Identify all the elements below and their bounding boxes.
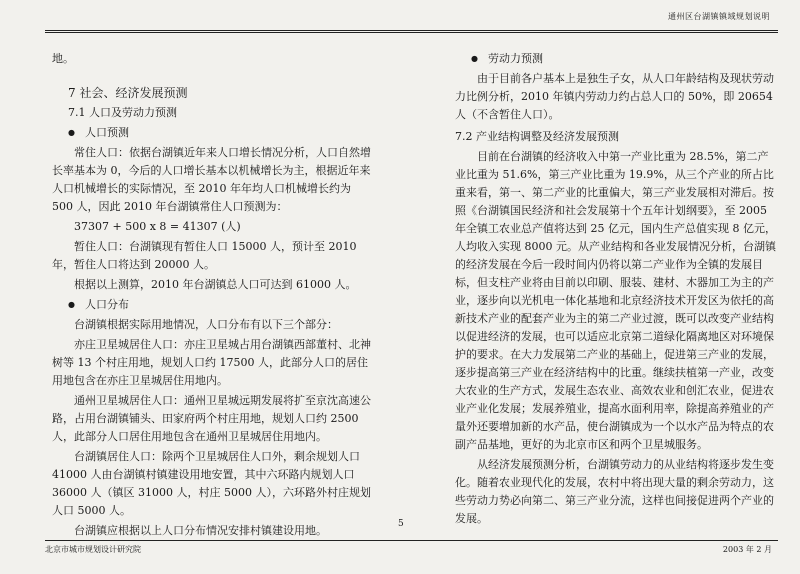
paragraph: 常住人口：依据台湖镇近年来人口增长情况分析，人口自然增长率基本为 0，今后的人口增长基本以机械增长为主，根据近年来人口机械增长的实际情况，至 2010 年年均人口机械增长约为 500 人，因此 2010 年台湖镇常住人口预测为： [52, 146, 371, 213]
section-heading: 7 社会、经济发展预测 [68, 86, 188, 100]
paragraph: 亦庄卫星城居住人口：亦庄卫星城占用台湖镇西部董村、北神树等 13 个村庄用地，规划人口约 17500 人，此部分人口的居住用地包含在亦庄卫星城居住用地内。 [52, 338, 371, 387]
subsection-heading: 7.2 产业结构调整及经济发展预测 [455, 130, 619, 143]
paragraph: 暂住人口：台湖镇现有暂住人口 15000 人，预计至 2010 年，暂住人口将达到 20000 人。 [52, 240, 357, 271]
paragraph: 台湖镇居住人口：除两个卫星城居住人口外，剩余规划人口 41000 人由台湖镇村镇建设用地安置，其中六环路内规划人口 36000 人（镇区 31000 人，村庄 5000 人），六环路外村庄规划人口 5000 人。 [52, 450, 371, 517]
header-rule-secondary [45, 32, 778, 33]
header-title: 通州区台湖镇镇域规划说明 [668, 12, 770, 21]
subsection-heading: 7.1 人口及劳动力预测 [68, 106, 177, 119]
paragraph: 通州卫星城居住人口：通州卫星城远期发展将扩至京沈高速公路，占用台湖镇铺头、田家府两个村庄用地，规划人口约 2500 人，此部分人口居住用地包含在通州卫星城居住用地内。 [52, 394, 371, 443]
footer-date: 2003 年 2 月 [722, 545, 772, 554]
paragraph: 根据以上测算，2010 年台湖镇总人口可达到 61000 人。 [74, 278, 357, 291]
bullet-heading-distribution: ● 人口分布 [68, 296, 374, 314]
bullet-heading-labor: ● 劳动力预测 [471, 50, 777, 68]
paragraph: 台湖镇根据实际用地情况，人口分布有以下三个部分： [74, 318, 338, 331]
left-column [52, 50, 374, 542]
formula: 37307 + 500 x 8 = 41307 (人) [74, 220, 241, 233]
paragraph: 台湖镇应根据以上人口分布情况安排村镇建设用地。 [74, 524, 327, 537]
right-column [455, 50, 777, 530]
bullet-heading-population: ● 人口预测 [68, 124, 374, 142]
page-number: 5 [398, 519, 404, 529]
footer-rule [45, 540, 778, 541]
paragraph: 由于目前各户基本上是独生子女，从人口年龄结构及现状劳动力比例分析，2010 年镇内劳动力约占总人口的 50%，即 20654 人（不含暂住人口）。 [455, 72, 774, 121]
header-rule [45, 30, 778, 31]
paragraph: 目前在台湖镇的经济收入中第一产业比重为 28.5%，第二产业比重为 51.6%，第三产业比重为 19.9%，从三个产业的所占比重来看，第一、第二产业的比重偏大，第三产业发展相对滞后。按照《台湖镇国民经济和社会发展第十个五年计划纲要》，至 2005 年全镇工农业总产值将达到 25 亿元，国内生产总值实现 8 亿元，人均收入实现 8000 元。从产业结构和各业发展情况分析，台湖镇的经济发展在今后一段时间内仍将以第二产业作为全镇的发展目标，但支柱产业将由目前以印刷、服装、建材、木器加工为主的产业，逐步向以光机电一体化基地和北京经济技术开发区为依托的高新技术产业的配套产业为主的第二产业过渡，既可以改变产业结构以促进经济的发展，也可以适应北京第二道绿化隔离地区对环境保护的要求。在大力发展第二产业的基础上，促进第三产业的发展，逐步提高第三产业在经济结构中的比重。继续扶植第一产业，改变大农业的生产方式，发展生态农业、高效农业和创汇农业，促进农业产业化发展；发展养殖业，提高水面利用率，除提高养殖业的产量外还要增加新的水产品，使台湖镇成为一个以水产品为特点的农副产品基地，更好的为北京市区和两个卫星城服务。 [455, 150, 776, 451]
paragraph: 地。 [52, 52, 74, 65]
footer-institute: 北京市城市规划设计研究院 [45, 545, 141, 554]
paragraph: 从经济发展预测分析，台湖镇劳动力的从业结构将逐步发生变化。随着农业现代化的发展，农村中将出现大量的剩余劳动力，这些劳动力势必向第二、第三产业分流，这样也间接促进两个产业的发展。 [455, 458, 774, 525]
